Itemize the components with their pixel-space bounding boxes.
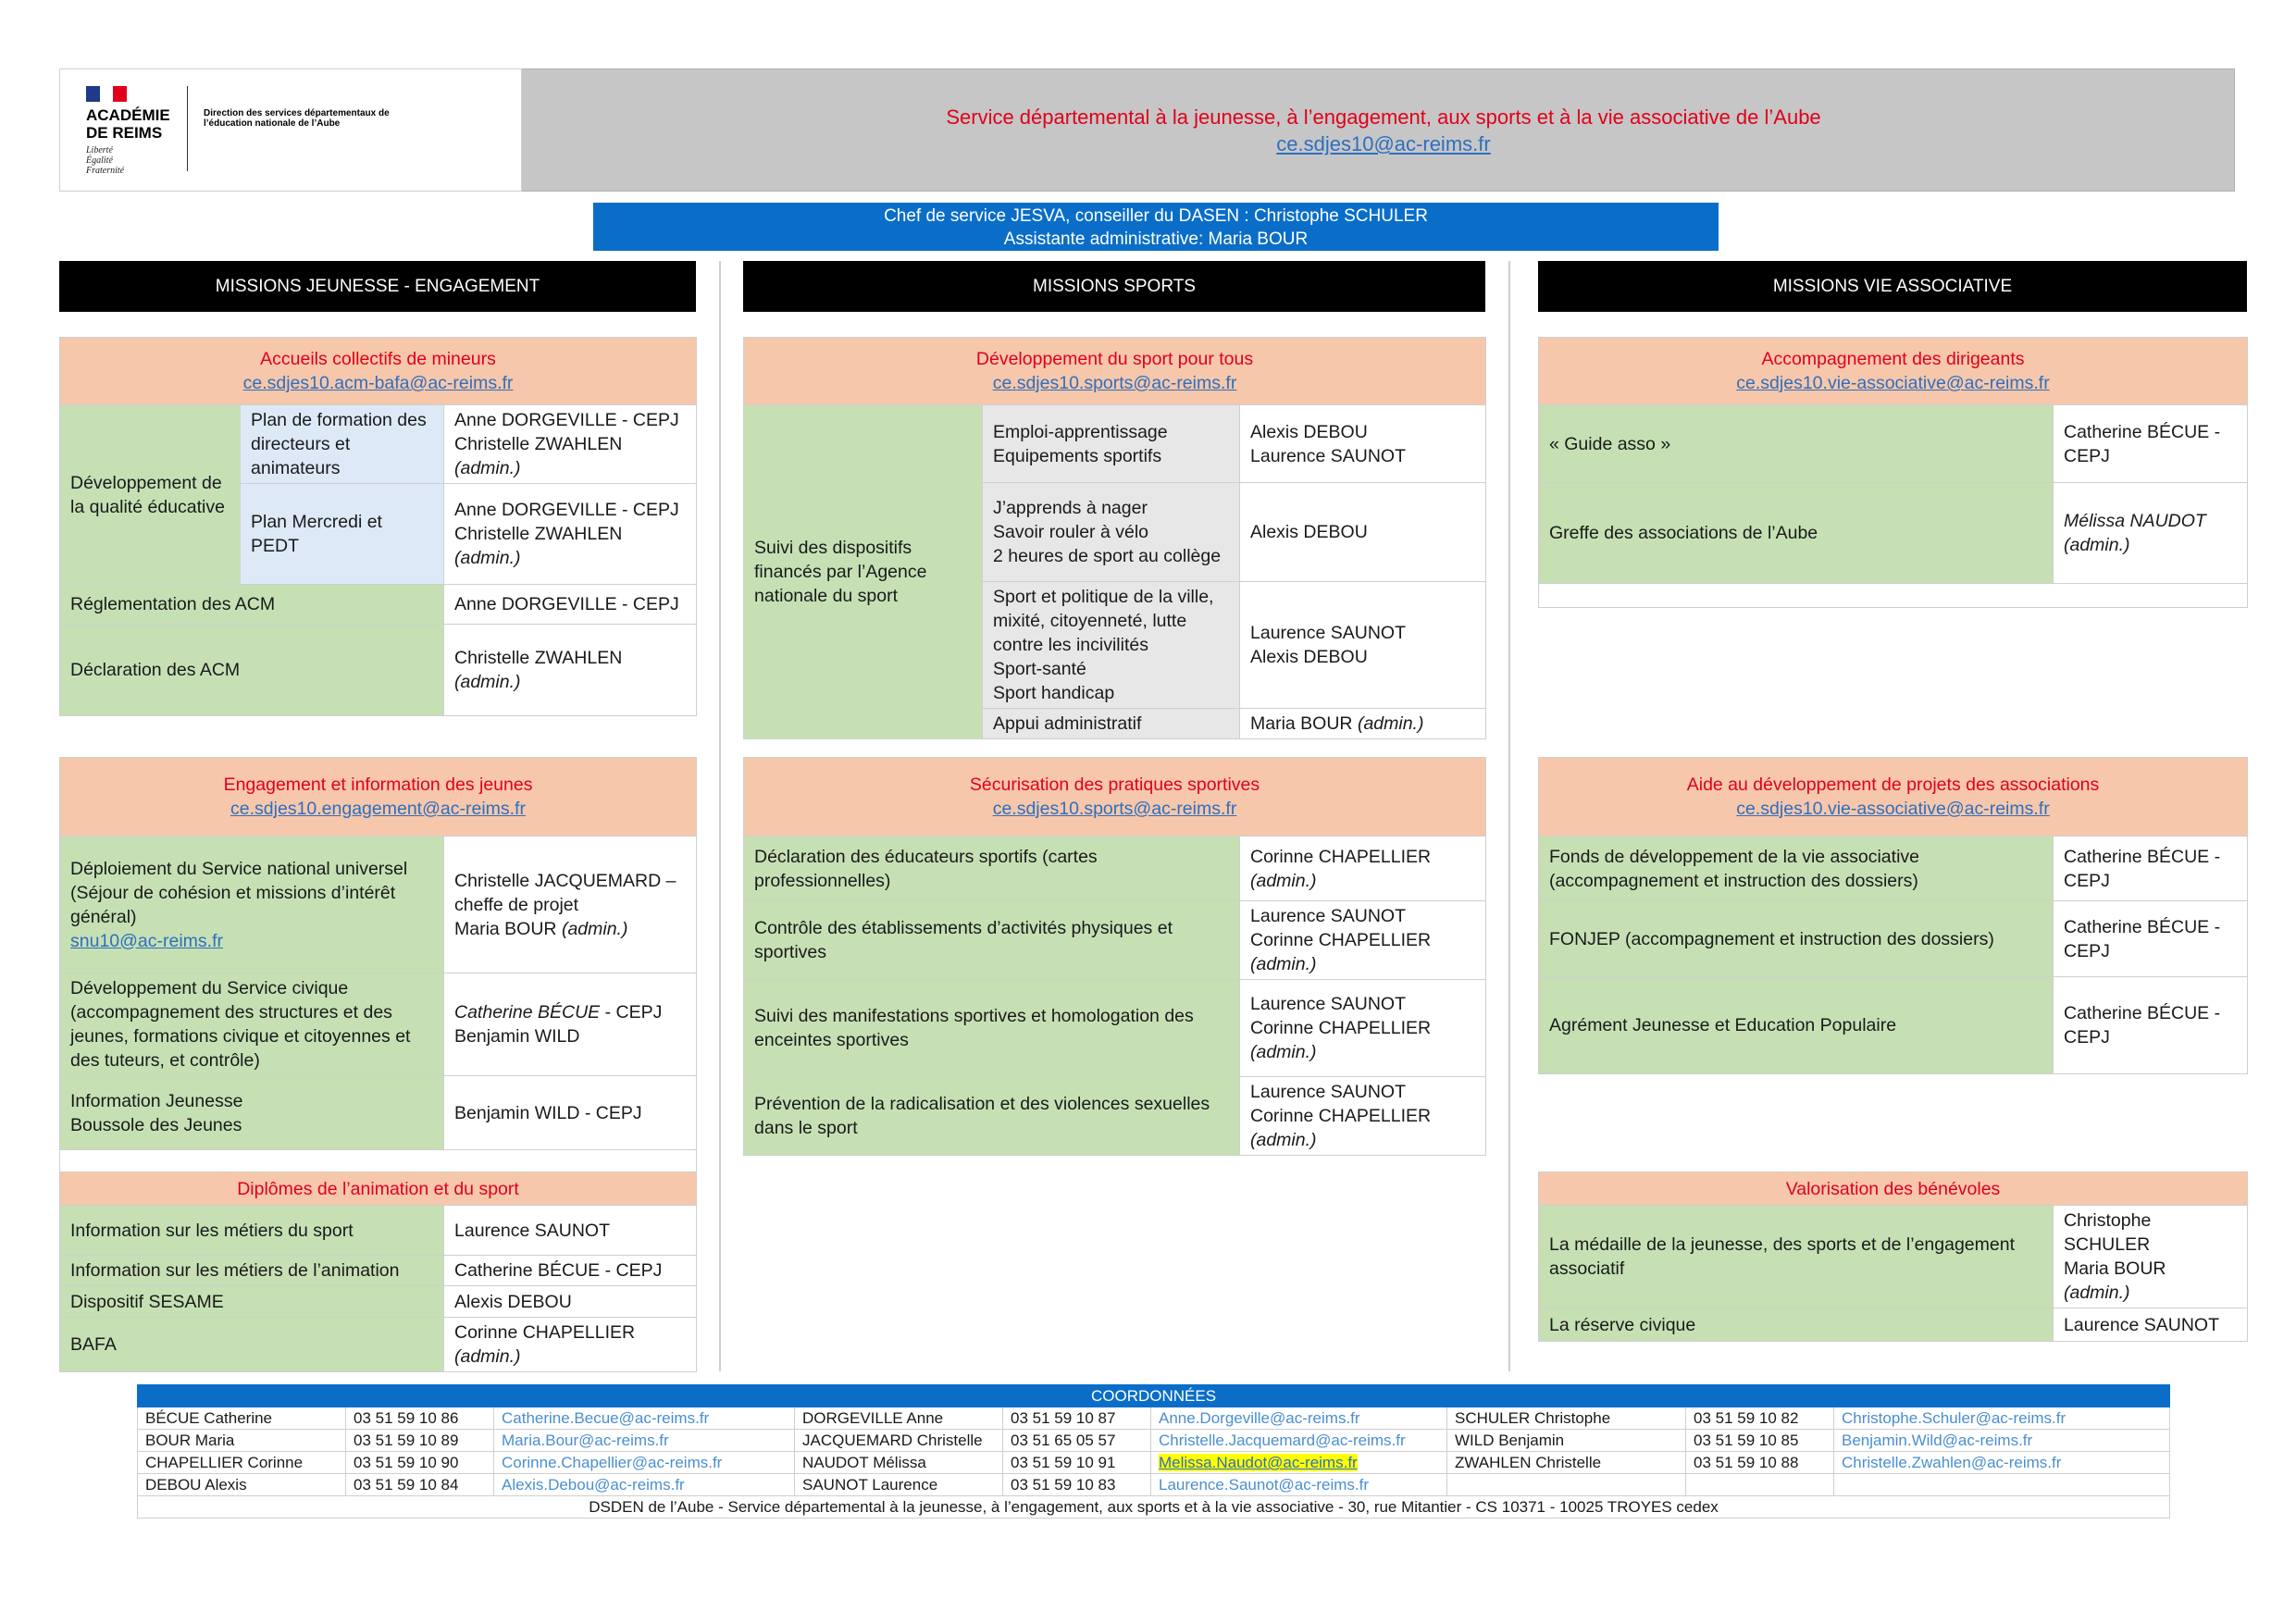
projets-email-link[interactable]: ce.sdjes10.vie-associative@ac-reims.fr <box>1736 799 2050 819</box>
dev-qualite-label: Développement de la qualité éducative <box>60 405 241 585</box>
declaration-contacts: Christelle ZWAHLEN (admin.) <box>444 625 697 716</box>
contact-email[interactable]: Anne.Dorgeville@ac-reims.fr <box>1151 1407 1447 1430</box>
controle-contacts: Laurence SAUNOT Corinne CHAPELLIER (admin.) <box>1240 901 1486 980</box>
appui-admin-label: Appui administratif <box>983 709 1240 739</box>
diplomes-section <box>59 1172 697 1372</box>
contact-phone: 03 51 59 10 87 <box>1003 1407 1151 1430</box>
contact-email[interactable]: Melissa.Naudot@ac-reims.fr <box>1151 1452 1447 1474</box>
contact-email[interactable]: Benjamin.Wild@ac-reims.fr <box>1834 1430 2170 1452</box>
contact-email[interactable]: Corinne.Chapellier@ac-reims.fr <box>494 1452 795 1474</box>
sport-pour-tous-section <box>743 337 1486 739</box>
contact-name: BOUR Maria <box>138 1430 346 1452</box>
contact-name: BÉCUE Catherine <box>138 1407 346 1430</box>
greffe-label: Greffe des associations de l’Aube <box>1539 483 2054 584</box>
contact-name: JACQUEMARD Christelle <box>795 1430 1003 1452</box>
spacer-row <box>1539 584 2248 608</box>
contact-phone: 03 51 59 10 82 <box>1686 1407 1834 1430</box>
metiers-sport-label: Information sur les métiers du sport <box>60 1206 444 1256</box>
contact-phone: 03 51 59 10 83 <box>1003 1474 1151 1496</box>
greffe-contacts: Mélissa NAUDOT (admin.) <box>2054 483 2248 584</box>
metiers-sport-contact: Laurence SAUNOT <box>444 1206 697 1256</box>
reserve-civique-label: La réserve civique <box>1539 1308 2054 1342</box>
contact-email[interactable]: Catherine.Becue@ac-reims.fr <box>494 1407 795 1430</box>
plan-formation-contacts: Anne DORGEVILLE - CEPJ Christelle ZWAHLEN (admin.) <box>444 405 697 484</box>
column-divider <box>1508 261 1510 1371</box>
contact-phone <box>1686 1474 1834 1496</box>
metiers-animation-contact: Catherine BÉCUE - CEPJ <box>444 1256 697 1286</box>
agrement-contact: Catherine BÉCUE - CEPJ <box>2054 977 2248 1074</box>
acm-email-link[interactable]: ce.sdjes10.acm-bafa@ac-reims.fr <box>242 373 514 393</box>
manifestations-label: Suivi des manifestations sportives et homologation des enceintes sportives <box>744 980 1240 1077</box>
coordonnees-block <box>137 1384 2169 1519</box>
appui-admin-contact: Maria BOUR (admin.) <box>1240 709 1486 739</box>
contact-row <box>138 1407 2170 1430</box>
benevoles-section <box>1538 1172 2248 1342</box>
coordonnees-title: COORDONNÉES <box>138 1385 2170 1407</box>
chef-service-banner <box>593 203 1719 251</box>
missions-jeunesse-header: MISSIONS JEUNESSE - ENGAGEMENT <box>59 261 696 312</box>
contact-name: ZWAHLEN Christelle <box>1447 1452 1686 1474</box>
guide-asso-contact: Catherine BÉCUE - CEPJ <box>2054 405 2248 483</box>
contact-phone: 03 51 59 10 86 <box>346 1407 494 1430</box>
agrement-label: Agrément Jeunesse et Education Populaire <box>1539 977 2054 1074</box>
dirigeants-email-link[interactable]: ce.sdjes10.vie-associative@ac-reims.fr <box>1736 373 2050 393</box>
manifestations-contacts: Laurence SAUNOT Corinne CHAPELLIER (admin.) <box>1240 980 1486 1077</box>
benevoles-header: Valorisation des bénévoles <box>1539 1172 2248 1206</box>
acm-section <box>59 337 697 716</box>
contact-name: NAUDOT Mélissa <box>795 1452 1003 1474</box>
securisation-section <box>743 757 1486 1156</box>
chef-line: Chef de service JESVA, conseiller du DASEN : Christophe SCHULER <box>884 206 1428 226</box>
reglementation-contact: Anne DORGEVILLE - CEPJ <box>444 585 697 625</box>
acm-header: Accueils collectifs de mineurs ce.sdjes10.acm-bafa@ac-reims.fr <box>60 338 697 405</box>
contact-name: WILD Benjamin <box>1447 1430 1686 1452</box>
missions-sports-header: MISSIONS SPORTS <box>743 261 1485 312</box>
missions-vie-associative-header: MISSIONS VIE ASSOCIATIVE <box>1538 261 2247 312</box>
contact-name: SCHULER Christophe <box>1447 1407 1686 1430</box>
contact-name: DORGEVILLE Anne <box>795 1407 1003 1430</box>
contact-email <box>1834 1474 2170 1496</box>
contact-row <box>138 1430 2170 1452</box>
engagement-section <box>59 757 697 1174</box>
nager-velo-contact: Alexis DEBOU <box>1240 483 1486 582</box>
plan-formation-label: Plan de formation des directeurs et animateurs <box>241 405 444 484</box>
projets-header: Aide au développement de projets des associations ce.sdjes10.vie-associative@ac-reims.fr <box>1539 758 2248 837</box>
sesame-label: Dispositif SESAME <box>60 1286 444 1318</box>
metiers-animation-label: Information sur les métiers de l’animation <box>60 1256 444 1286</box>
contact-name: CHAPELLIER Corinne <box>138 1452 346 1474</box>
plan-mercredi-contacts: Anne DORGEVILLE - CEPJ Christelle ZWAHLEN (admin.) <box>444 484 697 585</box>
dirigeants-header: Accompagnement des dirigeants ce.sdjes10.vie-associative@ac-reims.fr <box>1539 338 2248 405</box>
assistante-line: Assistante administrative: Maria BOUR <box>1003 229 1309 249</box>
declaration-label: Déclaration des ACM <box>60 625 444 716</box>
prevention-label: Prévention de la radicalisation et des violences sexuelles dans le sport <box>744 1077 1240 1156</box>
controle-label: Contrôle des établissements d’activités physiques et sportives <box>744 901 1240 980</box>
politique-ville-contacts: Laurence SAUNOT Alexis DEBOU <box>1240 582 1486 709</box>
suivi-dispositifs-label: Suivi des dispositifs financés par l’Agence nationale du sport <box>744 405 983 739</box>
fdva-contact: Catherine BÉCUE - CEPJ <box>2054 837 2248 901</box>
diplomes-header: Diplômes de l’animation et du sport <box>60 1172 697 1206</box>
contact-row <box>138 1474 2170 1496</box>
sport-tous-email-link[interactable]: ce.sdjes10.sports@ac-reims.fr <box>992 373 1237 393</box>
contact-email[interactable]: Maria.Bour@ac-reims.fr <box>494 1430 795 1452</box>
service-civique-contacts: Catherine BÉCUE - CEPJ Benjamin WILD <box>444 973 697 1076</box>
securisation-email-link[interactable]: ce.sdjes10.sports@ac-reims.fr <box>992 799 1237 819</box>
emploi-equipements-contacts: Alexis DEBOU Laurence SAUNOT <box>1240 405 1486 483</box>
snu-email-link[interactable]: snu10@ac-reims.fr <box>70 930 224 951</box>
contact-phone: 03 51 59 10 91 <box>1003 1452 1151 1474</box>
guide-asso-label: « Guide asso » <box>1539 405 2054 483</box>
contact-phone: 03 51 59 10 90 <box>346 1452 494 1474</box>
reglementation-label: Réglementation des ACM <box>60 585 444 625</box>
coordonnees-table <box>137 1384 2170 1519</box>
plan-mercredi-label: Plan Mercredi et PEDT <box>241 484 444 585</box>
contact-phone: 03 51 59 10 85 <box>1686 1430 1834 1452</box>
logo-direction: Direction des services départementaux de l’éducation nationale de l’Aube <box>204 108 390 129</box>
contact-name: SAUNOT Laurence <box>795 1474 1003 1496</box>
medaille-label: La médaille de la jeunesse, des sports et de l’engagement associatif <box>1539 1206 2054 1308</box>
contact-phone: 03 51 59 10 89 <box>346 1430 494 1452</box>
educateurs-label: Déclaration des éducateurs sportifs (cartes professionnelles) <box>744 837 1240 901</box>
bafa-label: BAFA <box>60 1318 444 1372</box>
engagement-header: Engagement et information des jeunes ce.sdjes10.engagement@ac-reims.fr <box>60 758 697 837</box>
dirigeants-section <box>1538 337 2248 608</box>
sesame-contact: Alexis DEBOU <box>444 1286 697 1318</box>
emploi-equipements-label: Emploi-apprentissage Equipements sportifs <box>983 405 1240 483</box>
educateurs-contacts: Corinne CHAPELLIER (admin.) <box>1240 837 1486 901</box>
french-flag-icon <box>86 86 127 102</box>
contact-name <box>1447 1474 1686 1496</box>
page-title: Service départemental à la jeunesse, à l’engagement, aux sports et à la vie associative de l’Aube <box>946 105 1821 129</box>
contact-email[interactable]: Alexis.Debou@ac-reims.fr <box>494 1474 795 1496</box>
address-footer: DSDEN de l’Aube - Service départemental à la jeunesse, à l’engagement, aux sports et à la vie associative - 30, rue Mitantier - CS 10371 - 10025 TROYES cedex <box>138 1496 2170 1519</box>
engagement-email-link[interactable]: ce.sdjes10.engagement@ac-reims.fr <box>230 799 526 819</box>
snu-contacts: Christelle JACQUEMARD – cheffe de projet Maria BOUR (admin.) <box>444 837 697 973</box>
logo-separator <box>187 86 188 171</box>
fdva-label: Fonds de développement de la vie associative (accompagnement et instruction des dossiers) <box>1539 837 2054 901</box>
contact-email[interactable]: Christophe.Schuler@ac-reims.fr <box>1834 1407 2170 1430</box>
medaille-contacts: Christophe SCHULER Maria BOUR (admin.) <box>2054 1206 2248 1308</box>
fonjep-label: FONJEP (accompagnement et instruction des dossiers) <box>1539 901 2054 977</box>
info-jeunesse-label: Information Jeunesse Boussole des Jeunes <box>60 1076 444 1150</box>
column-divider <box>719 261 721 1371</box>
logo-academie-text: ACADÉMIE DE REIMS <box>86 106 170 142</box>
prevention-contacts: Laurence SAUNOT Corinne CHAPELLIER (admin.) <box>1240 1077 1486 1156</box>
projets-section <box>1538 757 2248 1074</box>
contact-phone: 03 51 59 10 84 <box>346 1474 494 1496</box>
reserve-civique-contact: Laurence SAUNOT <box>2054 1308 2248 1342</box>
spacer-row <box>60 1150 697 1174</box>
nager-velo-label: J’apprends à nager Savoir rouler à vélo 2 heures de sport au collège <box>983 483 1240 582</box>
contact-email[interactable]: Christelle.Jacquemard@ac-reims.fr <box>1151 1430 1447 1452</box>
academie-logo <box>59 68 522 192</box>
sport-tous-header: Développement du sport pour tous ce.sdjes10.sports@ac-reims.fr <box>744 338 1486 405</box>
header-email-link[interactable]: ce.sdjes10@ac-reims.fr <box>1276 132 1491 155</box>
logo-motto: Liberté Égalité Fraternité <box>86 145 125 176</box>
bafa-contacts: Corinne CHAPELLIER (admin.) <box>444 1318 697 1372</box>
contact-phone: 03 51 65 05 57 <box>1003 1430 1151 1452</box>
contact-name: DEBOU Alexis <box>138 1474 346 1496</box>
contact-email[interactable]: Christelle.Zwahlen@ac-reims.fr <box>1834 1452 2170 1474</box>
contact-row <box>138 1452 2170 1474</box>
politique-ville-label: Sport et politique de la ville, mixité, citoyenneté, lutte contre les incivilités Sport-santé Sport handicap <box>983 582 1240 709</box>
service-civique-label: Développement du Service civique (accompagnement des structures et des jeunes, formations civique et citoyennes et des tuteurs, et contrôle) <box>60 973 444 1076</box>
info-jeunesse-contact: Benjamin WILD - CEPJ <box>444 1076 697 1150</box>
snu-label: Déploiement du Service national universel (Séjour de cohésion et missions d’intérêt général) snu10@ac-reims.fr <box>60 837 444 973</box>
contact-email[interactable]: Laurence.Saunot@ac-reims.fr <box>1151 1474 1447 1496</box>
fonjep-contact: Catherine BÉCUE - CEPJ <box>2054 901 2248 977</box>
securisation-header: Sécurisation des pratiques sportives ce.sdjes10.sports@ac-reims.fr <box>744 758 1486 837</box>
contact-phone: 03 51 59 10 88 <box>1686 1452 1834 1474</box>
